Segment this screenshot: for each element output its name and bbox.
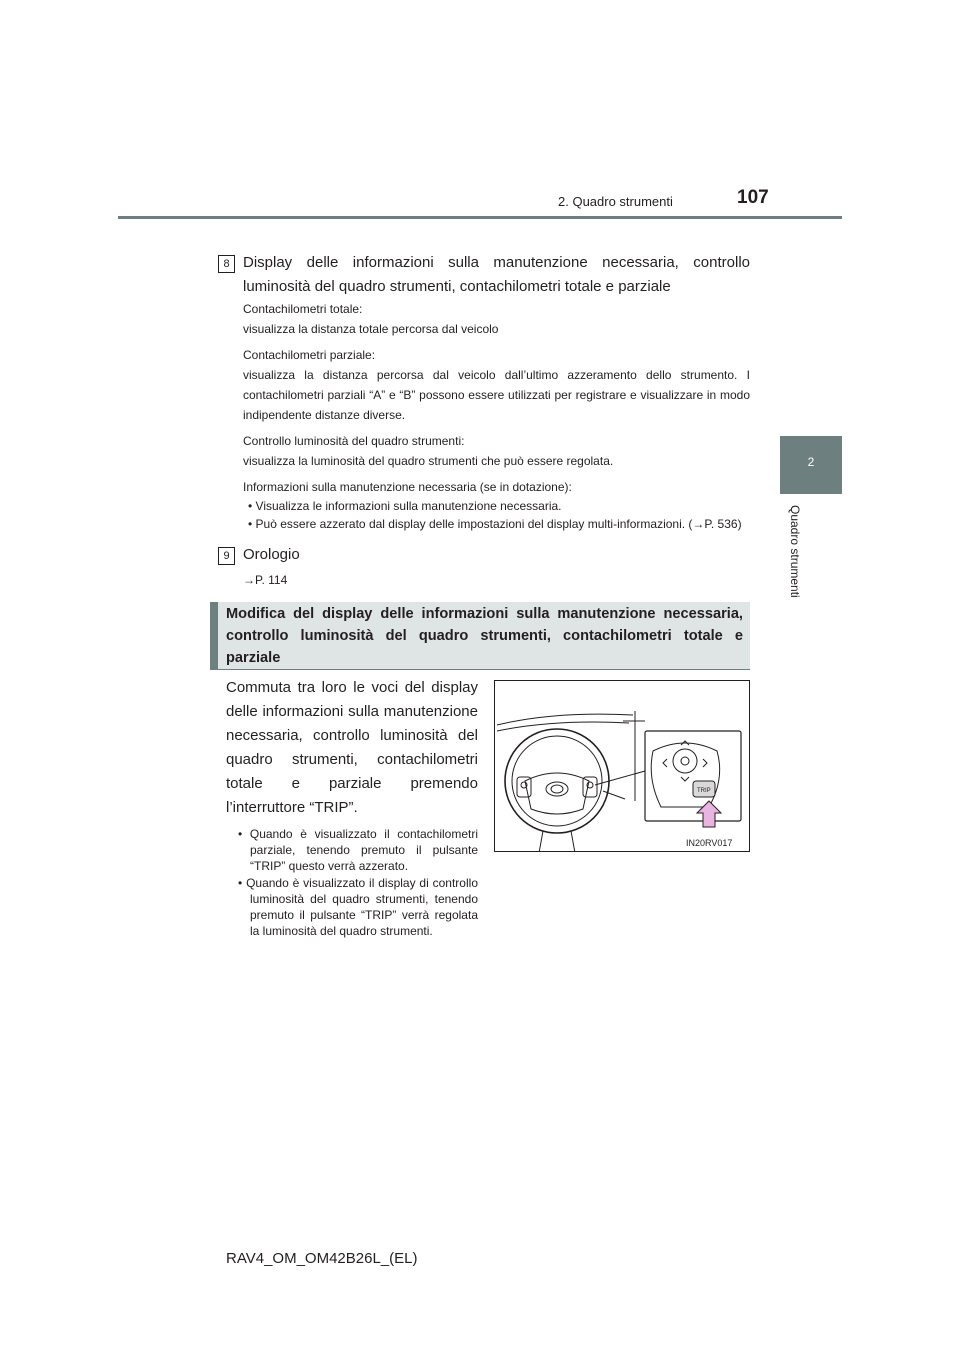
- block-title-odometer: Contachilometri totale:: [243, 302, 363, 316]
- steering-wheel-drawing: [495, 681, 750, 852]
- item-heading-clock: Orologio: [243, 546, 300, 563]
- block-text-brightness: visualizza la luminosità del quadro strumenti che può essere regolata.: [243, 454, 614, 468]
- block-title-trip-meter: Contachilometri parziale:: [243, 348, 376, 362]
- section-bullet-1: • Quando è visualizzato il contachilometri parziale, tenendo premuto il pulsante “TRIP” questo verrà azzerato.: [238, 827, 478, 873]
- figure-code: IN20RV017: [686, 838, 733, 848]
- item-8-body: [243, 299, 750, 533]
- section-body-text: Commuta tra loro le voci del display delle informazioni sulla manutenzione necessaria, controllo luminosità del quadro strumenti, contachilometri totale e parziale premendo l’interruttore “TRIP”.: [226, 679, 478, 816]
- manual-code: RAV4_OM_OM42B26L_(EL): [226, 1250, 418, 1267]
- chapter-number: 2: [807, 455, 815, 469]
- block-title-brightness: Controllo luminosità del quadro strumenti:: [243, 434, 465, 448]
- clock-page-reference: →P. 114: [243, 573, 288, 587]
- section-bullet-2: • Quando è visualizzato il display di controllo luminosità del quadro strumenti, tenendo premuto il pulsante “TRIP” verrà regolata la luminosità del quadro strumenti.: [238, 876, 478, 938]
- section-bullets: [232, 826, 478, 940]
- block-text-trip-meter: visualizza la distanza percorsa dal veicolo dall’ultimo azzeramento dello strumento. I contachilometri parziali “A” e “B” possono essere utilizzati per registrare e visualizzare in modo indipendente distanze diverse.: [243, 368, 750, 422]
- bullet-maintenance-2: • Può essere azzerato dal display delle impostazioni del display multi-informazioni. (→P. 536): [248, 517, 742, 531]
- block-title-maintenance: Informazioni sulla manutenzione necessaria (se in dotazione):: [243, 480, 572, 494]
- steering-wheel-illustration: [494, 680, 750, 852]
- block-text-odometer: visualizza la distanza totale percorsa dal veicolo: [243, 322, 499, 336]
- header-section-title: 2. Quadro strumenti: [558, 194, 673, 209]
- section-title: Modifica del display delle informazioni sulla manutenzione necessaria, controllo luminosità del quadro strumenti, contachilometri totale e parziale: [226, 606, 743, 666]
- bullet-maintenance-1: • Visualizza le informazioni sulla manutenzione necessaria.: [248, 499, 562, 513]
- page-number: 107: [737, 187, 769, 208]
- chapter-label: Quadro strumenti: [788, 505, 802, 598]
- header-divider: [118, 216, 842, 219]
- item-marker-9: 9: [218, 547, 235, 565]
- item-heading-display: Display delle informazioni sulla manutenzione necessaria, controllo luminosità del quadro strumenti, contachilometri totale e parziale: [243, 254, 750, 295]
- trip-button-label: TRIP: [697, 788, 711, 794]
- item-marker-8: 8: [218, 255, 235, 273]
